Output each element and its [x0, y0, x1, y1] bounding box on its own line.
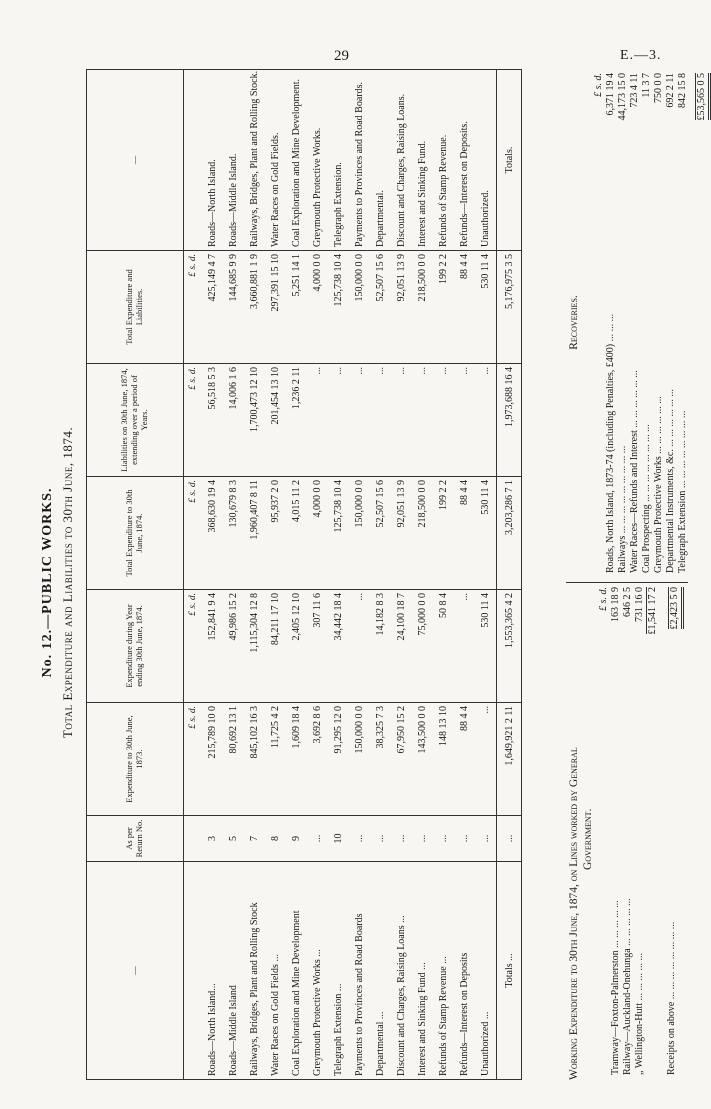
list-item [610, 587, 622, 1075]
list-item [634, 587, 646, 1075]
total-expenditure-liabilities: 144,685 9 9 [223, 251, 244, 364]
receipts-row [666, 587, 678, 1075]
item-label: Railway—Auckland-Onehunga ... ... ... ... ... [622, 898, 633, 1075]
return-number: ... [433, 816, 454, 862]
return-number: ... [412, 816, 433, 862]
expenditure-1874: 1,553,365 4 2 [497, 590, 522, 703]
table-row [328, 70, 349, 1080]
header-row [87, 70, 184, 1080]
total-expenditure: 199 2 2 [433, 477, 454, 590]
row-label: Refunds of Stamp Revenue ... [433, 862, 454, 1080]
expenditure-1873: 67,950 15 2 [391, 703, 412, 816]
row-label-right: Railways, Bridges, Plant and Rolling Stock. [244, 70, 265, 251]
expenditure-1874: 152,841 9 4 [202, 590, 223, 703]
row-label-right: Roads—North Island. [202, 70, 223, 251]
row-label: Railways, Bridges, Plant and Rolling Stock [244, 862, 265, 1080]
total-expenditure-liabilities: 5,176,975 3 5 [497, 251, 522, 364]
total-expenditure-liabilities: 530 11 4 [475, 251, 497, 364]
item-amount: 44,173 15 0 [617, 73, 628, 121]
total-expenditure-liabilities: 92,051 13 9 [391, 251, 412, 364]
return-number: ... [454, 816, 475, 862]
item-label: Departmental Instruments, &c. ... ... ... ... ... ... [665, 389, 676, 573]
item-label: Telegraph Extension ... ... ... ... ... ... ... ... [677, 410, 688, 573]
expenditure-1874: 1,115,304 12 8 [244, 590, 265, 703]
expenditure-1873: 3,692 8 6 [307, 703, 328, 816]
list-item [653, 73, 665, 573]
item-amount: 731 16 0 [634, 587, 645, 622]
liabilities: 56,518 5 3 [202, 364, 223, 477]
unit-label: £ s. d. [184, 477, 203, 590]
return-number: ... [349, 816, 370, 862]
total-expenditure: 52,507 15 6 [370, 477, 391, 590]
total-expenditure: 530 11 4 [475, 477, 497, 590]
total-expenditure-liabilities: 150,000 0 0 [349, 251, 370, 364]
return-number: ... [497, 816, 522, 862]
item-amount: 842 15 8 [677, 73, 688, 108]
expenditure-1874: 34,442 18 4 [328, 590, 349, 703]
row-label-right: Discount and Charges, Raising Loans. [391, 70, 412, 251]
item-label: Tramway—Foxton-Palmerston ... ... ... ... ... [610, 900, 621, 1075]
working-subtotal-row [646, 587, 658, 1075]
expenditure-1873: 88 4 4 [454, 703, 475, 816]
return-number: 10 [328, 816, 349, 862]
expenditure-1874: 307 11 6 [307, 590, 328, 703]
item-amount: 11 3 7 [641, 73, 652, 98]
row-label-right: Water Races on Gold Fields. [265, 70, 286, 251]
return-number: 5 [223, 816, 244, 862]
column-header: Expenditure during Year ending 30th June, 1874. [87, 590, 184, 703]
table-row [349, 70, 370, 1080]
liabilities: ... [475, 364, 497, 477]
currency-label: £ s. d. [593, 73, 604, 97]
working-expenditure-list [598, 587, 678, 1075]
table-row [370, 70, 391, 1080]
liabilities: ... [328, 364, 349, 477]
total-expenditure-liabilities: 218,500 0 0 [412, 251, 433, 364]
row-label: Departmental ... [370, 862, 391, 1080]
column-header: As per Return No. [87, 816, 184, 862]
rotated-table-sheet [38, 70, 707, 1095]
expenditure-1874: ... [349, 590, 370, 703]
total-expenditure-liabilities: 4,000 0 0 [307, 251, 328, 364]
total-expenditure: 368,630 19 4 [202, 477, 223, 590]
table-row [475, 70, 497, 1080]
recoveries-heading: Recoveries. [568, 295, 580, 350]
liabilities: 1,236 2 11 [286, 364, 307, 477]
row-label: Roads—Middle Island [223, 862, 244, 1080]
column-header: — [87, 70, 184, 251]
table-row [412, 70, 433, 1080]
expenditure-1873: 91,295 12 0 [328, 703, 349, 816]
item-amount: 163 18 9 [610, 587, 621, 622]
item-amount: 6,371 19 4 [605, 73, 616, 116]
row-label-right: Coal Exploration and Mine Development. [286, 70, 307, 251]
list-item [665, 73, 677, 573]
row-label-right: Interest and Sinking Fund. [412, 70, 433, 251]
expenditure-table [86, 69, 522, 1080]
return-number: ... [391, 816, 412, 862]
total-expenditure-liabilities: 425,149 4 7 [202, 251, 223, 364]
expenditure-1873: 38,325 7 3 [370, 703, 391, 816]
expenditure-1874: 75,000 0 0 [412, 590, 433, 703]
table-title: No. 12.—PUBLIC WORKS. [40, 487, 55, 678]
unit-row [184, 70, 203, 1080]
row-label-right: Refunds of Stamp Revenue. [433, 70, 454, 251]
item-label: Coal Prospecting ... ... ... ... ... ... ... ... [641, 424, 652, 573]
row-label: Roads—North Island... [202, 862, 223, 1080]
table-row [265, 70, 286, 1080]
totals-row [497, 70, 522, 1080]
return-number: ... [370, 816, 391, 862]
unit-label: £ s. d. [184, 703, 203, 816]
list-item [605, 73, 617, 573]
row-label: Refunds—Interest on Deposits [454, 862, 475, 1080]
table-row [454, 70, 475, 1080]
unit-label: £ s. d. [184, 590, 203, 703]
recoveries-total-row [693, 73, 705, 573]
page-number: 29 [334, 48, 349, 64]
row-label: Totals ... [497, 862, 522, 1080]
expenditure-1873: 80,692 13 1 [223, 703, 244, 816]
return-number: 8 [265, 816, 286, 862]
row-label-right: Unauthorized. [475, 70, 497, 251]
item-label: Railways ... ... ... ... ... ... ... ... ... [617, 445, 628, 573]
item-label: „ Wellington-Hutt ... ... ... ... ... [634, 952, 645, 1075]
row-label-right: Departmental. [370, 70, 391, 251]
recoveries-total: £53,565 0 5 [695, 73, 711, 121]
return-number: ... [475, 816, 497, 862]
row-label: Telegraph Extension ... [328, 862, 349, 1080]
list-item [677, 73, 689, 573]
row-label-right: Payments to Provinces and Road Boards. [349, 70, 370, 251]
expenditure-1874: 84,211 17 10 [265, 590, 286, 703]
total-expenditure: 4,000 0 0 [307, 477, 328, 590]
column-header: Total Expenditure to 30th June, 1874. [87, 477, 184, 590]
expenditure-1873: 143,500 0 0 [412, 703, 433, 816]
item-label: Water Races—Refunds and Interest ... ... ... ... ... ... [629, 370, 640, 573]
item-amount: 692 2 11 [665, 73, 676, 108]
receipts-amount: £2,423 5 0 [668, 587, 684, 630]
column-header: Total Expenditure and Liabilities. [87, 251, 184, 364]
liabilities: ... [370, 364, 391, 477]
return-number: 9 [286, 816, 307, 862]
working-expenditure-heading [568, 580, 596, 1080]
header-dash: — [129, 966, 140, 975]
liabilities: ... [307, 364, 328, 477]
list-item [617, 73, 629, 573]
total-expenditure-liabilities: 3,660,881 1 9 [244, 251, 265, 364]
expenditure-1874: 530 11 4 [475, 590, 497, 703]
total-expenditure: 1,960,407 8 11 [244, 477, 265, 590]
expenditure-1873: 1,649,921 2 11 [497, 703, 522, 816]
expenditure-1873: 1,609 18 4 [286, 703, 307, 816]
expenditure-1873: 11,725 4 2 [265, 703, 286, 816]
row-label: Payments to Provinces and Road Boards [349, 862, 370, 1080]
liabilities: 14,006 1 6 [223, 364, 244, 477]
total-expenditure: 3,203,286 7 1 [497, 477, 522, 590]
list-item [641, 73, 653, 573]
expenditure-1874: 14,182 8 3 [370, 590, 391, 703]
total-expenditure: 4,015 11 2 [286, 477, 307, 590]
expenditure-1874: 2,405 12 10 [286, 590, 307, 703]
expenditure-1873: 845,102 16 3 [244, 703, 265, 816]
total-expenditure-liabilities: 297,391 15 10 [265, 251, 286, 364]
currency-label: £ s. d. [598, 587, 609, 611]
item-amount: 750 0 0 [653, 73, 664, 103]
expenditure-1873: 148 13 10 [433, 703, 454, 816]
item-label: Roads, North Island, 1873-74 (including Penalties, £400) ... ... ... [605, 313, 616, 573]
total-expenditure: 95,937 2 0 [265, 477, 286, 590]
table-row [307, 70, 328, 1080]
row-label-right: Refunds—Interest on Deposits. [454, 70, 475, 251]
row-label: Greymouth Protective Works ... [307, 862, 328, 1080]
item-amount: 646 2 5 [622, 587, 633, 617]
total-expenditure: 150,000 0 0 [349, 477, 370, 590]
expenditure-1873: ... [475, 703, 497, 816]
table-subtitle: Total Expenditure and Liabilities to 30th June, 1874. [60, 426, 75, 739]
row-label-right: Totals. [497, 70, 522, 251]
total-expenditure: 88 4 4 [454, 477, 475, 590]
row-label-right: Greymouth Protective Works. [307, 70, 328, 251]
expenditure-1873: 150,000 0 0 [349, 703, 370, 816]
recoveries-list [593, 73, 705, 573]
expenditure-1874: 24,100 18 7 [391, 590, 412, 703]
item-label: Greymouth Protective Works ... ... ... ... ... ... [653, 396, 664, 573]
return-number: 7 [244, 816, 265, 862]
total-expenditure: 130,679 8 3 [223, 477, 244, 590]
row-label: Interest and Sinking Fund ... [412, 862, 433, 1080]
total-expenditure-liabilities: 125,738 10 4 [328, 251, 349, 364]
row-label: Water Races on Gold Fields ... [265, 862, 286, 1080]
total-expenditure: 218,500 0 0 [412, 477, 433, 590]
item-amount: 723 4 11 [629, 73, 640, 108]
table-row [202, 70, 223, 1080]
row-label: Discount and Charges, Raising Loans ... [391, 862, 412, 1080]
working-heading-line2: Government. [581, 808, 594, 870]
total-expenditure: 92,051 13 9 [391, 477, 412, 590]
return-number: ... [307, 816, 328, 862]
liabilities: ... [391, 364, 412, 477]
liabilities: ... [412, 364, 433, 477]
column-header [87, 862, 184, 1080]
expenditure-1874: ... [454, 590, 475, 703]
list-item [629, 73, 641, 573]
liabilities: 1,973,688 16 4 [497, 364, 522, 477]
total-expenditure-liabilities: 88 4 4 [454, 251, 475, 364]
page-reference: E.—3. [620, 48, 662, 63]
column-header: Expenditure to 30th June, 1873. [87, 703, 184, 816]
unit-label: £ s. d. [184, 364, 203, 477]
table-row [433, 70, 454, 1080]
working-heading-line1: Working Expenditure to 30th June, 1874, on Lines worked by General [568, 747, 580, 1080]
expenditure-1874: 50 8 4 [433, 590, 454, 703]
row-label: Coal Exploration and Mine Development [286, 862, 307, 1080]
receipts-label: Receipts on above ... ... ... ... ... ... ... ... [666, 921, 677, 1075]
liabilities: 201,454 13 10 [265, 364, 286, 477]
column-header: Liabilities on 30th June, 1874, extending over a period of Years. [87, 364, 184, 477]
working-subtotal: £1,541 17 2 [647, 587, 658, 635]
liabilities: 1,700,473 12 10 [244, 364, 265, 477]
expenditure-1873: 215,789 10 0 [202, 703, 223, 816]
table-row [391, 70, 412, 1080]
list-item [622, 587, 634, 1075]
expenditure-1874: 49,986 15 2 [223, 590, 244, 703]
liabilities: ... [433, 364, 454, 477]
table-row [223, 70, 244, 1080]
return-number: 3 [202, 816, 223, 862]
total-expenditure-liabilities: 199 2 2 [433, 251, 454, 364]
total-expenditure: 125,738 10 4 [328, 477, 349, 590]
row-label: Unauthorized ... [475, 862, 497, 1080]
total-expenditure-liabilities: 52,507 15 6 [370, 251, 391, 364]
liabilities: ... [349, 364, 370, 477]
row-label-right: Telegraph Extension. [328, 70, 349, 251]
unit-label: £ s. d. [184, 251, 203, 364]
table-row [286, 70, 307, 1080]
table-row [244, 70, 265, 1080]
total-expenditure-liabilities: 5,251 14 1 [286, 251, 307, 364]
row-label-right: Roads—Middle Island. [223, 70, 244, 251]
liabilities: ... [454, 364, 475, 477]
